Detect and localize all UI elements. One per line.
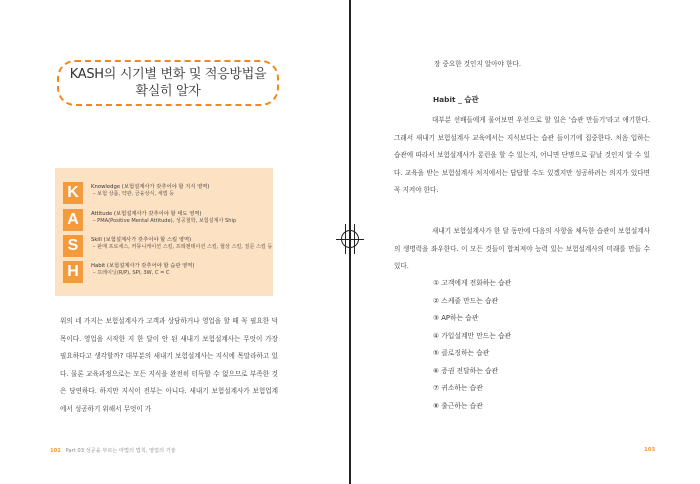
kash-detail: – 판매 프로세스, 커뮤니케이션 스킬, 프레젠테이션 스킬, 협상 스킬, 질문 스킬 등 (93, 244, 273, 250)
running-footer-text: Part 03 성공을 부르는 마법의 법칙, 영업의 기술 (65, 448, 176, 454)
registration-mark-horizontal (336, 239, 364, 240)
kash-heading: Skill (보험설계사가 갖추어야 할 스킬 영역) (91, 237, 192, 243)
left-body-paragraph: 위의 네 가지는 보험설계사가 고객과 상담하거나 영업을 할 때 꼭 필요한 덕목이다. 영업을 시작한 지 한 달이 안 된 새내기 보험설계사는 무엇이 가장 필요하다고 생각할까? 대부분의 새내기 보험설계사는 지식에 목말라하고 있다. 물론 교육과정으로는 모든 지식을 완전히 터득할 수 없으므로 부족한 것은 당연하다. 하지만 지식이 전부는 아니다. 새내기 보험설계사가 보험업계에서 성공하기 위해서 무엇이 가 (60, 317, 278, 413)
kash-detail: – 프레이닝(R/P), SPI, 3W, C = C (93, 270, 170, 276)
kash-heading: Habit (보험설계사가 갖추어야 할 습관 영역) (91, 263, 195, 269)
habit-list (433, 275, 511, 415)
list-item: ⑤ 클로징하는 습관 (433, 349, 490, 357)
left-footer (50, 447, 176, 454)
chapter-title-box (57, 60, 279, 106)
chapter-title-line2: 확실히 알자 (135, 84, 201, 99)
list-item: ⑥ 증권 전달하는 습관 (433, 366, 499, 375)
kash-letter-s: S (63, 235, 83, 257)
kash-heading: Attitude (보험설계사가 갖추어야 할 태도 영역) (91, 211, 202, 217)
registration-mark-vertical (345, 224, 346, 254)
registration-mark-vertical (354, 224, 355, 254)
chapter-title-line1: KASH의 시기별 변화 및 적응방법을 (69, 67, 267, 82)
right-paragraph-2: 새내기 보험설계사가 한 달 동안에 다음의 사항을 체득한 습관이 보험설계사의 생명력을 좌우한다. 이 모든 것들이 합쳐져야 능력 있는 보험설계사의 미래를 만들 수 있다. (394, 227, 650, 270)
list-item: ③ AP하는 습관 (433, 314, 479, 322)
kash-letter-a: A (63, 209, 83, 231)
section-heading: Habit _ 습관 (433, 95, 479, 104)
list-item: ⑦ 귀소하는 습관 (433, 384, 483, 392)
page-number-left: 102 (50, 448, 61, 454)
kash-letter-k: K (63, 182, 83, 204)
list-item: ⑧ 출근하는 습관 (433, 401, 483, 410)
list-item: ① 고객에게 전화하는 습관 (433, 279, 512, 287)
kash-heading: Knowledge (보험설계사가 갖추어야 할 지식 영역) (91, 184, 210, 190)
list-item: ② 스케줄 만드는 습관 (433, 296, 499, 305)
kash-summary-box (55, 168, 273, 296)
page-number-right: 103 (644, 447, 656, 453)
right-paragraph-1: 대부분 선배들에게 물어보면 우선으로 할 일은 '습관 만들기'라고 얘기한다. 그래서 새내기 보험설계사 교육에서는 지식보다는 습관 들이기에 집중한다. 처음 입하는 습관에 따라서 보험설계사가 롱런을 할 수 있는지, 어니면 단명으로 끝날 것인지 알 수 있다. 교육을 받는 보험설계사 처지에서는 답답할 수도 있겠지만 성공하려는 의지가 있다면 꼭 지켜야 한다. (394, 116, 650, 194)
right-top-line: 장 중요한 것인지 알아야 한다. (434, 60, 521, 68)
kash-detail: – PMA(Positive Mental Attitude), 성공철학, 보험설계사 Ship (93, 218, 237, 224)
kash-detail: – 보험 상품, 약관, 금융상식, 세법 등 (93, 191, 175, 197)
list-item: ④ 가입설계만 만드는 습관 (433, 331, 512, 340)
kash-letter-h: H (63, 261, 83, 283)
